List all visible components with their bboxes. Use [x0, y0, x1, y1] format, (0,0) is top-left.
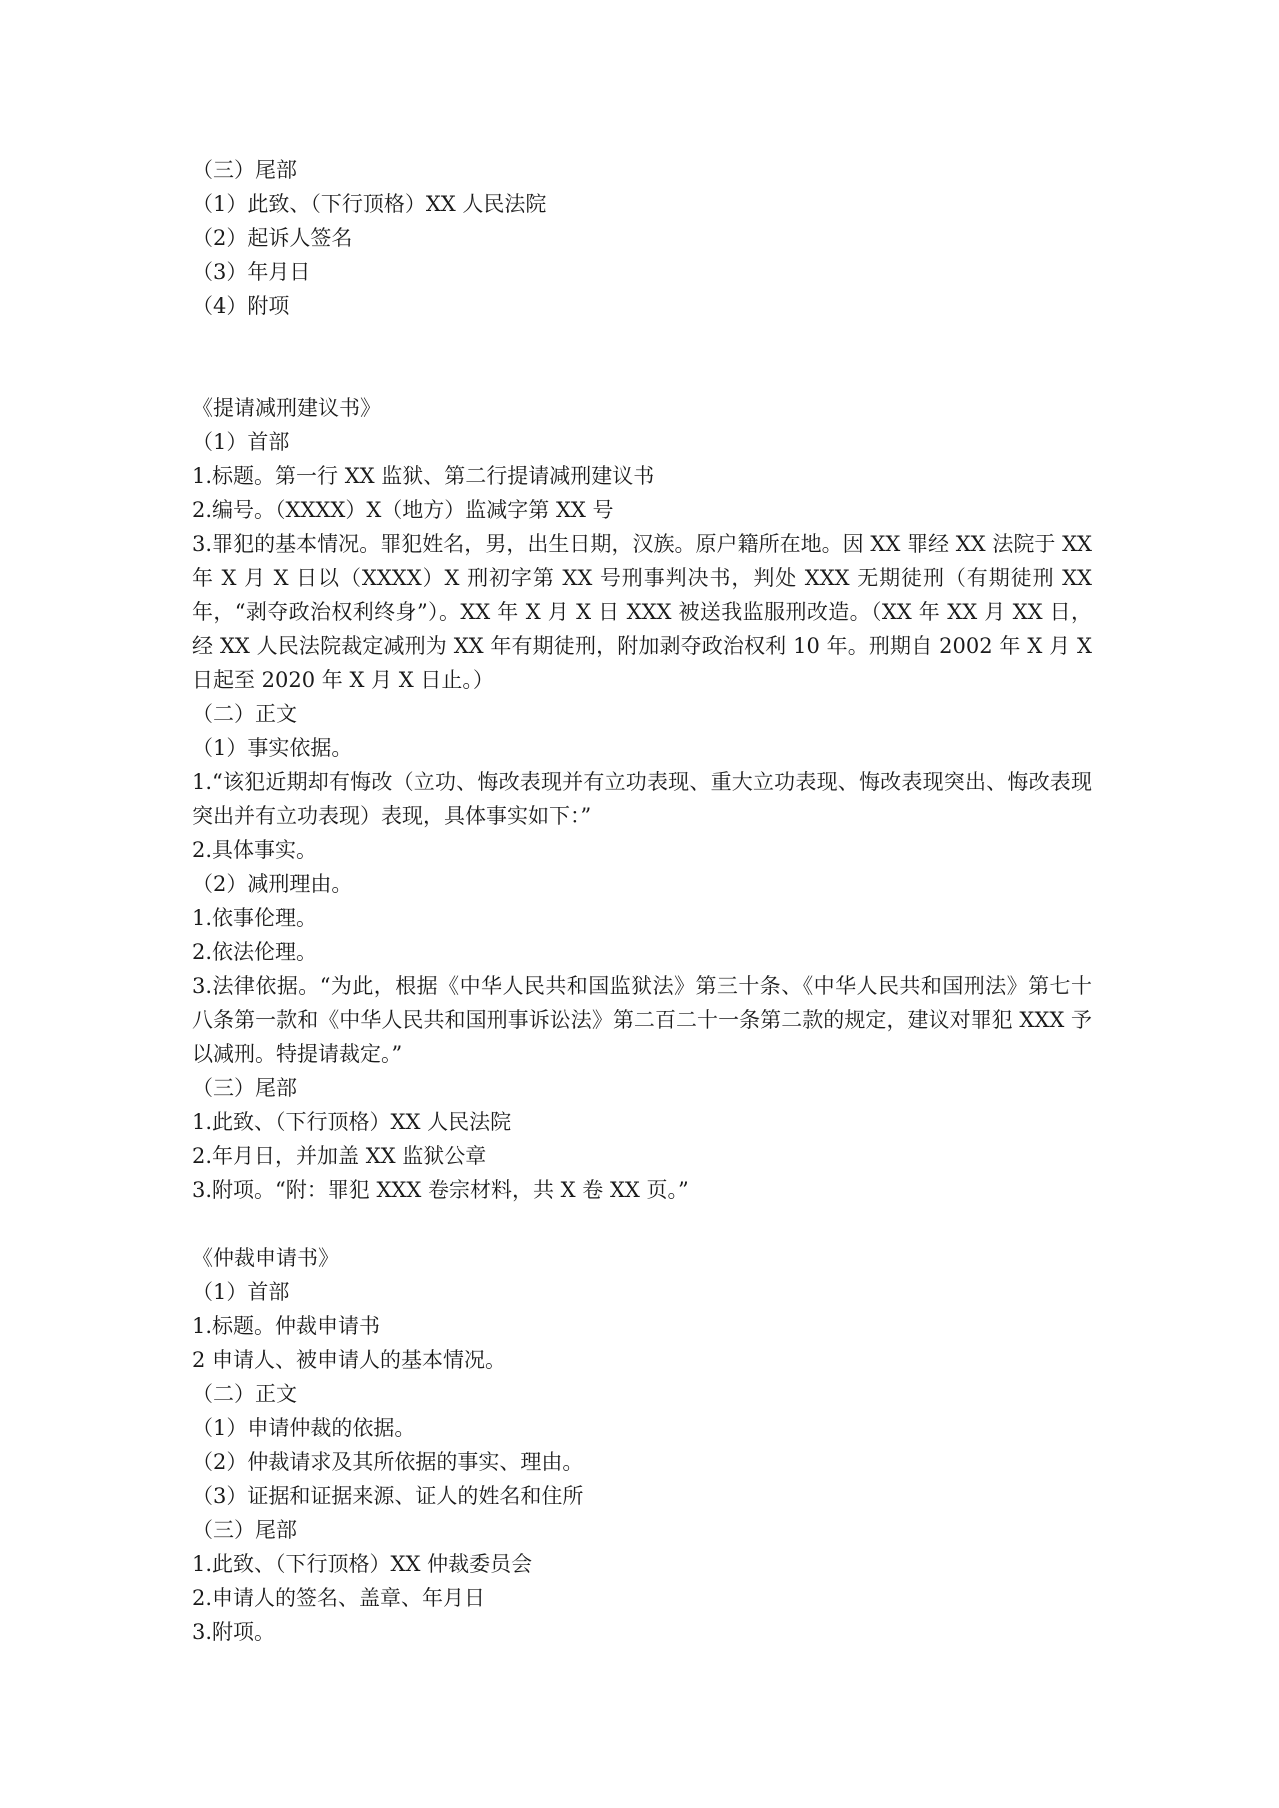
text-line: （4）附项: [192, 294, 290, 318]
text-line: （2）仲裁请求及其所依据的事实、理由。: [192, 1450, 584, 1474]
text-line: （2）减刑理由。: [192, 872, 353, 896]
text-line: 2.具体事实。: [192, 838, 318, 862]
section-arbitration: [192, 1241, 1092, 1649]
text-line: （2）起诉人签名: [192, 226, 353, 250]
text-line: 2 申请人、被申请人的基本情况。: [192, 1348, 507, 1372]
text-line: （1）首部: [192, 430, 290, 454]
text-line: 2.年月日，并加盖 XX 监狱公章: [192, 1144, 487, 1168]
text-line: （三）尾部: [192, 1076, 297, 1100]
text-line: 3.附项。: [192, 1620, 276, 1644]
document-page: [192, 153, 1092, 1649]
text-line: （3）年月日: [192, 260, 311, 284]
section-title: 《仲裁申请书》: [192, 1246, 339, 1270]
text-line: （1）事实依据。: [192, 736, 353, 760]
text-paragraph: 1.“该犯近期却有悔改（立功、悔改表现并有立功表现、重大立功表现、悔改表现突出、悔改表现突出并有立功表现）表现，具体事实如下：”: [192, 770, 1092, 828]
text-line: （二）正文: [192, 1382, 297, 1406]
section-spacer: [192, 323, 1092, 391]
text-line: 1.依事伦理。: [192, 906, 318, 930]
text-line: （1）申请仲裁的依据。: [192, 1416, 416, 1440]
heading-tail: （三）尾部: [192, 158, 297, 182]
text-line: 1.标题。第一行 XX 监狱、第二行提请减刑建议书: [192, 464, 655, 488]
text-line: 2.编号。（XXXX）X（地方）监减字第 XX 号: [192, 498, 614, 522]
section-complaint-tail: [192, 153, 1092, 323]
text-paragraph: 3.罪犯的基本情况。罪犯姓名，男，出生日期，汉族。原户籍所在地。因 XX 罪经 XX 法院于 XX 年 X 月 X 日以（XXXX）X 刑初字第 XX 号刑事判决书，判处 XXX 无期徒刑（有期徒刑 XX 年，“剥夺政治权利终身”）。XX 年 X 月 X 日 XXX 被送我监服刑改造。（XX 年 XX 月 XX 日，经 XX 人民法院裁定减刑为 XX 年有期徒刑，附加剥夺政治权利 10 年。刑期自 2002 年 X 月 X 日起至 2020 年 X 月 X 日止。）: [192, 532, 1092, 692]
text-line: （1）此致、（下行顶格）XX 人民法院: [192, 192, 547, 216]
section-title: 《提请减刑建议书》: [192, 396, 381, 420]
text-line: （三）尾部: [192, 1518, 297, 1542]
text-line: 3.附项。“附：罪犯 XXX 卷宗材料，共 X 卷 XX 页。”: [192, 1178, 689, 1202]
section-sentence-reduction: [192, 391, 1092, 1207]
text-line: 2.申请人的签名、盖章、年月日: [192, 1586, 486, 1610]
text-line: 1.标题。仲裁申请书: [192, 1314, 381, 1338]
text-line: 1.此致、（下行顶格）XX 人民法院: [192, 1110, 512, 1134]
text-line: 2.依法伦理。: [192, 940, 318, 964]
section-spacer: [192, 1207, 1092, 1241]
text-line: （1）首部: [192, 1280, 290, 1304]
text-paragraph: 3.法律依据。“为此，根据《中华人民共和国监狱法》第三十条、《中华人民共和国刑法》第七十八条第一款和《中华人民共和国刑事诉讼法》第二百二十一条第二款的规定，建议对罪犯 XXX 予以减刑。特提请裁定。”: [192, 974, 1092, 1066]
text-line: 1.此致、（下行顶格）XX 仲裁委员会: [192, 1552, 533, 1576]
text-line: （3）证据和证据来源、证人的姓名和住所: [192, 1484, 584, 1508]
text-line: （二）正文: [192, 702, 297, 726]
